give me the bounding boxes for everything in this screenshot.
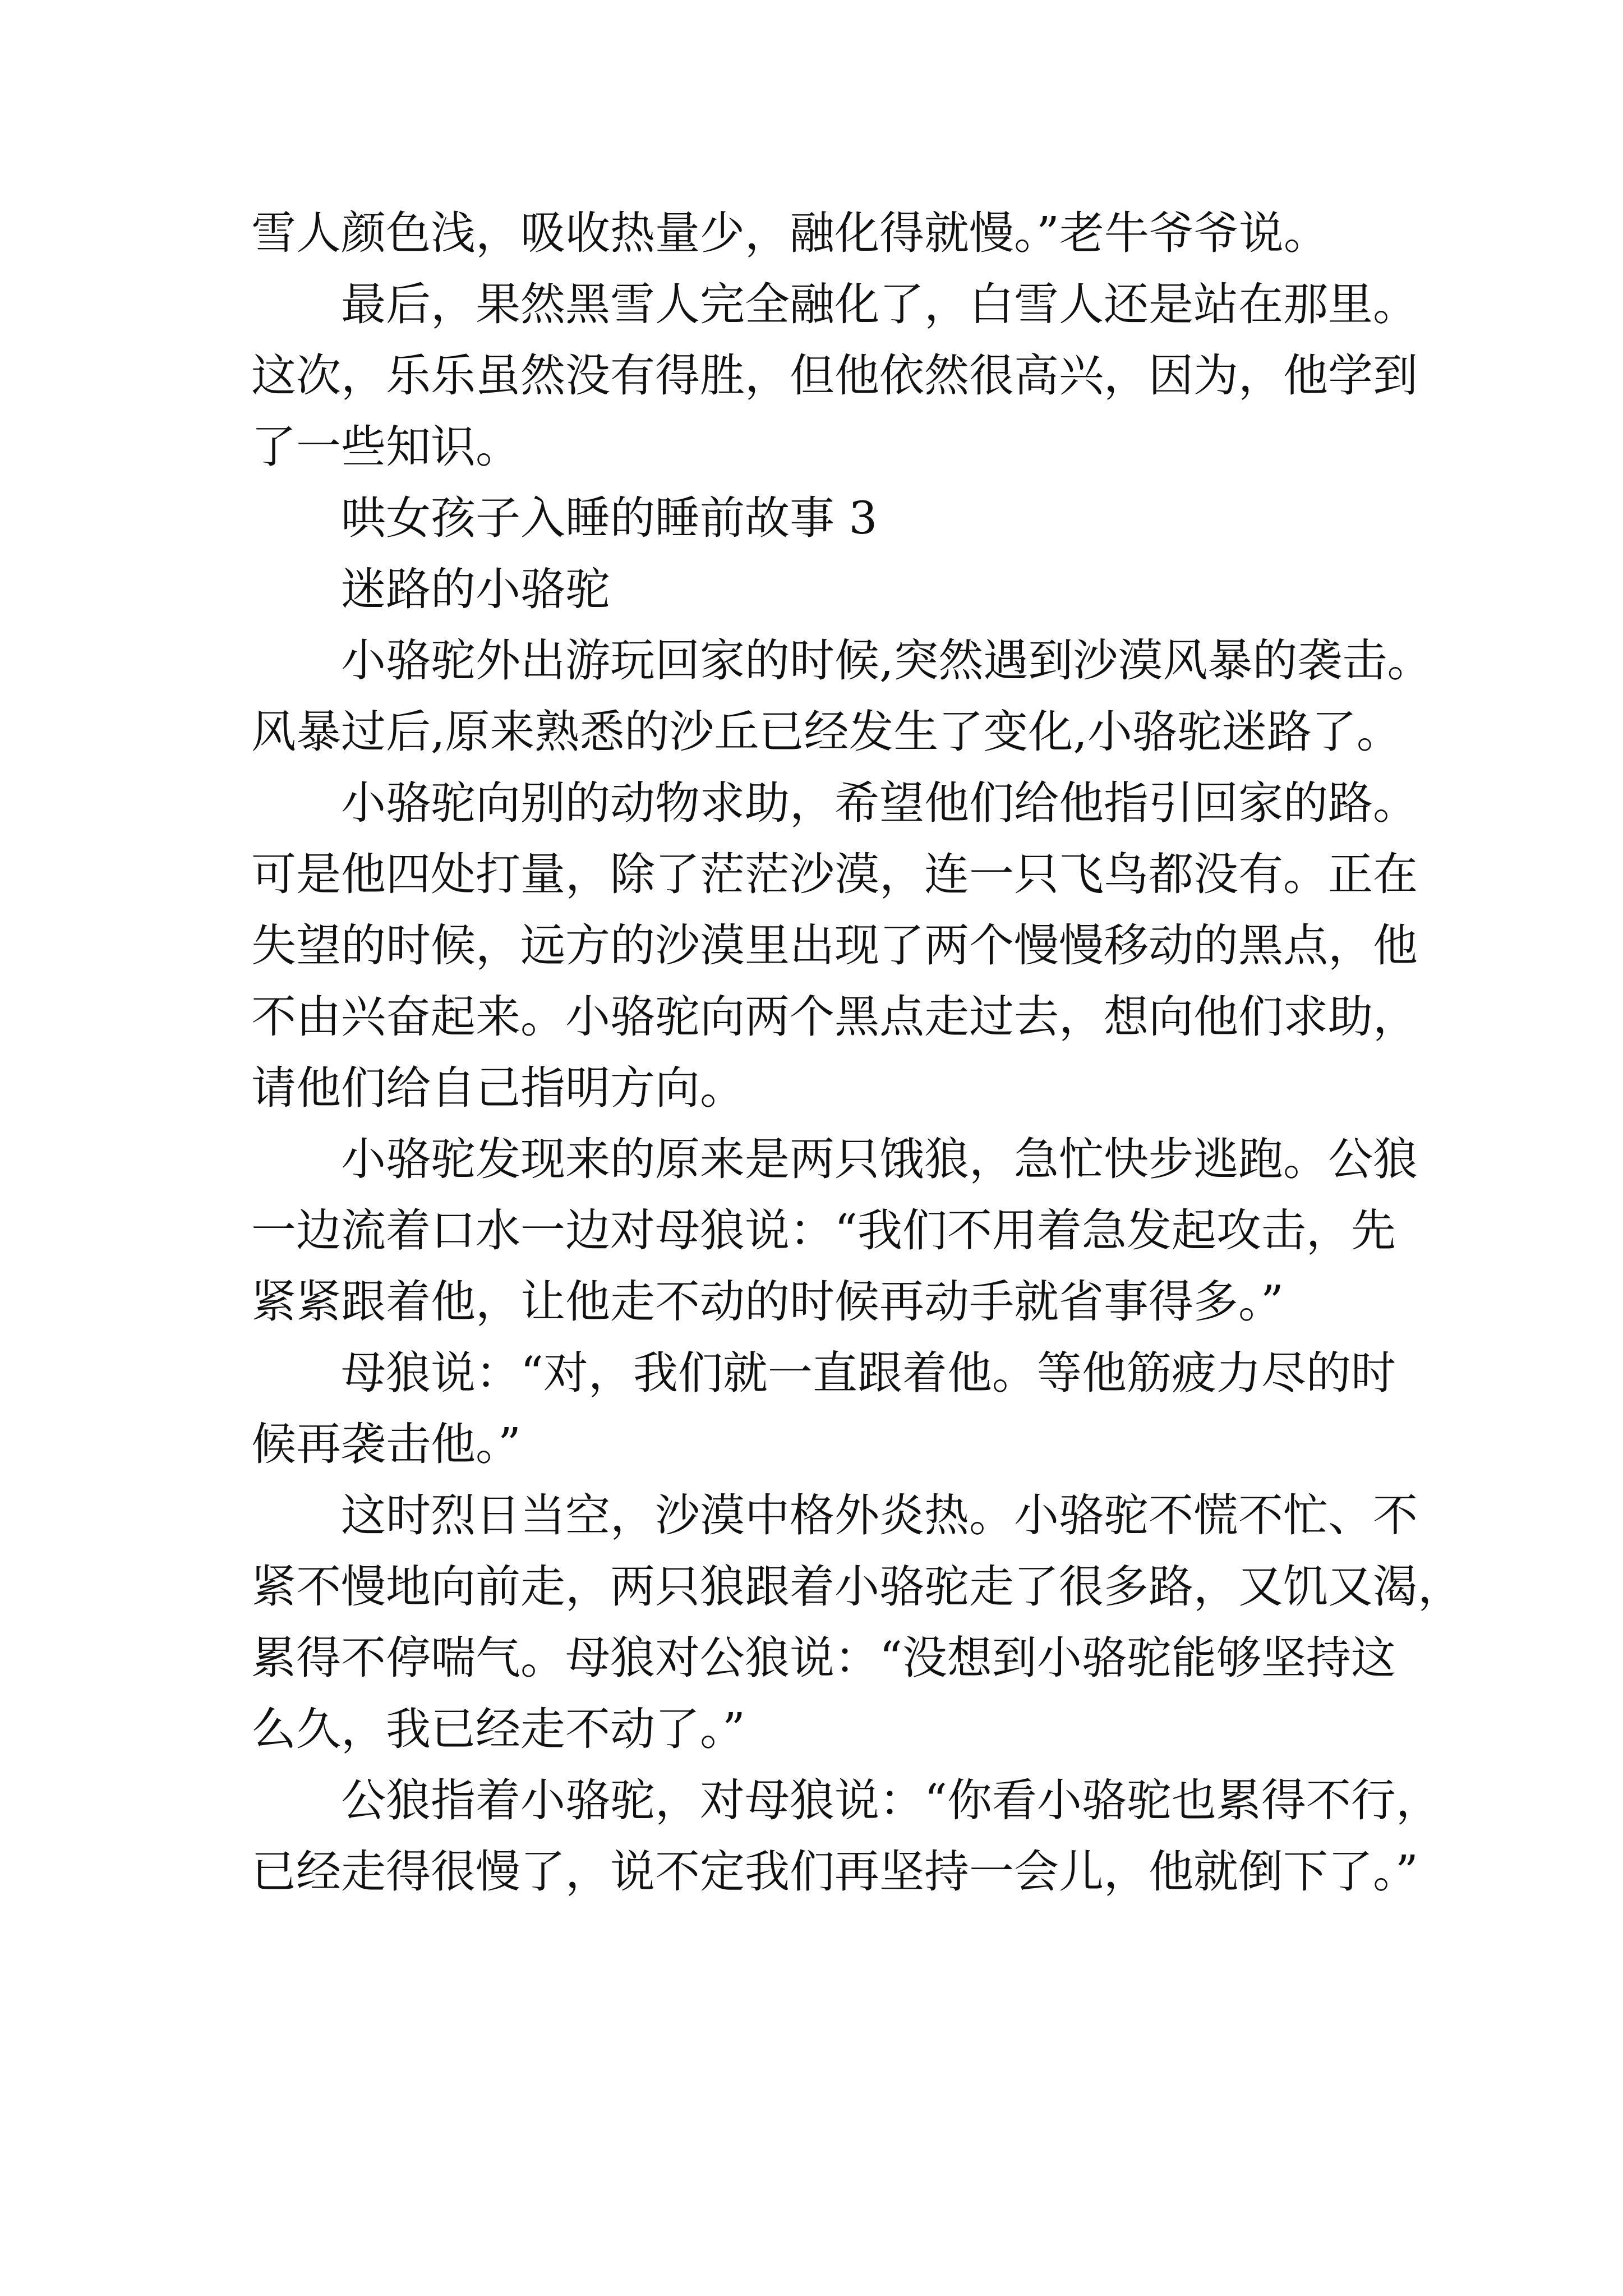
text-line: 这次，乐乐虽然没有得胜，但他依然很高兴，因为，他学到 xyxy=(251,349,1418,402)
paragraph-start-line: 这时烈日当空，沙漠中格外炎热。小骆驼不慌不忙、不 xyxy=(341,1489,1418,1542)
section-heading: 哄女孩子入睡的睡前故事 3 xyxy=(341,492,878,544)
paragraph-start-line: 公狼指着小骆驼，对母狼说：“你看小骆驼也累得不行， xyxy=(341,1774,1441,1826)
text-line: 请他们给自己指明方向。 xyxy=(251,1062,745,1114)
paragraph-start-line: 母狼说：“对，我们就一直跟着他。等他筋疲力尽的时 xyxy=(341,1347,1396,1399)
paragraph-start-line: 最后，果然黑雪人完全融化了，白雪人还是站在那里。 xyxy=(341,278,1418,330)
text-line: 候再袭击他。” xyxy=(251,1418,521,1470)
text-line: 可是他四处打量，除了茫茫沙漠，连一只飞鸟都没有。正在 xyxy=(251,848,1418,900)
text-line: 一边流着口水一边对母狼说：“我们不用着急发起攻击，先 xyxy=(251,1204,1396,1257)
text-line: 么久，我已经走不动了。” xyxy=(251,1703,745,1755)
paragraph-start-line: 小骆驼外出游玩回家的时候,突然遇到沙漠风暴的袭击。 xyxy=(341,634,1432,687)
text-line: 不由兴奋起来。小骆驼向两个黑点走过去，想向他们求助， xyxy=(251,991,1418,1043)
paragraph-start-line: 小骆驼向别的动物求助，希望他们给他指引回家的路。 xyxy=(341,777,1418,829)
story-text xyxy=(251,197,1463,1907)
text-line: 了一些知识。 xyxy=(251,421,520,473)
text-line: 失望的时候，远方的沙漠里出现了两个慢慢移动的黑点，他 xyxy=(251,919,1418,972)
text-line: 雪人颜色浅，吸收热量少，融化得就慢。”老牛爷爷说。 xyxy=(251,207,1329,259)
paragraph-start-line: 小骆驼发现来的原来是两只饿狼，急忙快步逃跑。公狼 xyxy=(341,1133,1418,1185)
text-line: 累得不停喘气。母狼对公狼说：“没想到小骆驼能够坚持这 xyxy=(251,1632,1396,1684)
text-line: 已经走得很慢了，说不定我们再坚持一会儿，他就倒下了。” xyxy=(251,1846,1418,1898)
text-line: 紧不慢地向前走，两只狼跟着小骆驼走了很多路，又饥又渴， xyxy=(251,1561,1463,1613)
story-title: 迷路的小骆驼 xyxy=(341,563,610,615)
text-line: 风暴过后,原来熟悉的沙丘已经发生了变化,小骆驼迷路了。 xyxy=(251,706,1401,758)
text-line: 紧紧跟着他，让他走不动的时候再动手就省事得多。” xyxy=(251,1276,1284,1328)
